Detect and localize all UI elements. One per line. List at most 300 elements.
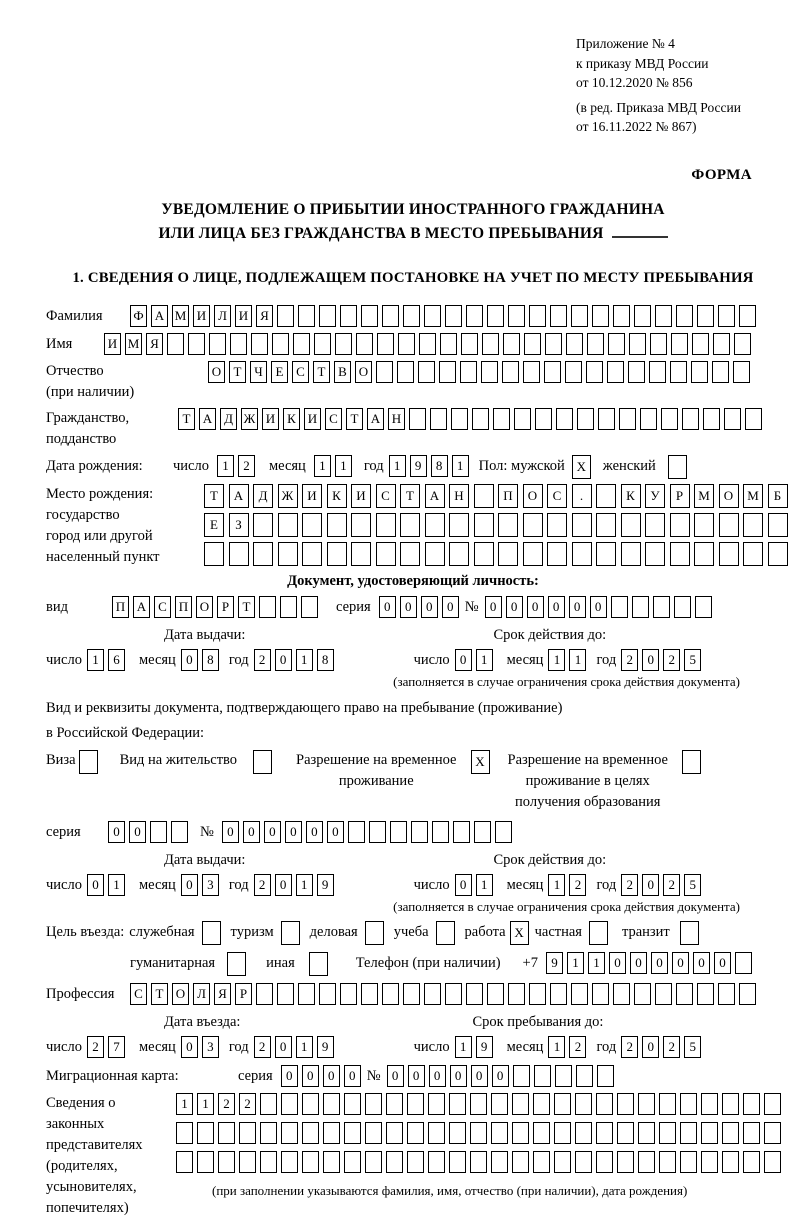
form-cell[interactable] [670, 361, 687, 383]
form-cell[interactable]: 0 [527, 596, 544, 618]
form-cell[interactable] [376, 542, 396, 566]
form-cell[interactable] [472, 408, 489, 430]
form-cell[interactable]: 2 [254, 649, 271, 671]
form-cell[interactable]: 2 [569, 874, 586, 896]
form-cell[interactable] [617, 1122, 634, 1144]
form-cell[interactable] [498, 542, 518, 566]
form-cell[interactable] [376, 361, 393, 383]
form-cell[interactable]: А [425, 484, 445, 508]
form-cell[interactable] [411, 821, 428, 843]
resid-number-field[interactable] [222, 821, 516, 843]
form-cell[interactable]: О [355, 361, 372, 383]
form-cell[interactable] [278, 513, 298, 537]
purpose-opt5-checkbox[interactable] [510, 921, 529, 945]
form-cell[interactable] [323, 1122, 340, 1144]
form-cell[interactable] [253, 513, 273, 537]
form-cell[interactable] [503, 333, 520, 355]
form-cell[interactable]: 0 [400, 596, 417, 618]
form-cell[interactable] [733, 361, 750, 383]
form-cell[interactable] [176, 1151, 193, 1173]
form-cell[interactable]: 8 [202, 649, 219, 671]
form-cell[interactable] [466, 983, 483, 1005]
form-cell[interactable]: 2 [218, 1093, 235, 1115]
form-cell[interactable] [453, 821, 470, 843]
id-expiry-year-field[interactable] [621, 649, 705, 671]
form-cell[interactable]: 0 [108, 821, 125, 843]
form-cell[interactable] [512, 1122, 529, 1144]
form-cell[interactable] [554, 1151, 571, 1173]
form-cell[interactable]: X [572, 455, 591, 479]
form-cell[interactable]: И [302, 484, 322, 508]
form-cell[interactable]: 3 [202, 1036, 219, 1058]
form-cell[interactable] [628, 361, 645, 383]
form-cell[interactable] [743, 1122, 760, 1144]
form-cell[interactable]: И [193, 305, 210, 327]
form-cell[interactable] [680, 1151, 697, 1173]
form-cell[interactable]: У [645, 484, 665, 508]
form-cell[interactable] [449, 1122, 466, 1144]
form-cell[interactable]: О [172, 983, 189, 1005]
form-cell[interactable] [400, 513, 420, 537]
form-cell[interactable] [571, 305, 588, 327]
form-cell[interactable] [739, 983, 756, 1005]
form-cell[interactable] [361, 983, 378, 1005]
form-cell[interactable]: 0 [421, 596, 438, 618]
form-cell[interactable] [592, 983, 609, 1005]
form-cell[interactable] [577, 408, 594, 430]
form-cell[interactable] [474, 513, 494, 537]
form-cell[interactable] [323, 1151, 340, 1173]
form-cell[interactable] [523, 361, 540, 383]
id-expiry-day-field[interactable] [455, 649, 497, 671]
form-cell[interactable] [302, 1122, 319, 1144]
form-cell[interactable] [719, 542, 739, 566]
form-cell[interactable]: 1 [176, 1093, 193, 1115]
form-cell[interactable] [629, 333, 646, 355]
form-cell[interactable] [419, 333, 436, 355]
form-cell[interactable] [592, 305, 609, 327]
form-cell[interactable]: П [175, 596, 192, 618]
form-cell[interactable] [634, 983, 651, 1005]
form-cell[interactable]: X [471, 750, 490, 774]
form-cell[interactable] [428, 1151, 445, 1173]
form-cell[interactable] [692, 333, 709, 355]
form-cell[interactable]: 8 [317, 649, 334, 671]
form-cell[interactable] [398, 333, 415, 355]
form-cell[interactable] [340, 305, 357, 327]
form-cell[interactable] [407, 1151, 424, 1173]
form-cell[interactable] [694, 513, 714, 537]
form-cell[interactable] [493, 408, 510, 430]
form-cell[interactable] [340, 983, 357, 1005]
form-cell[interactable] [596, 1093, 613, 1115]
form-cell[interactable]: О [196, 596, 213, 618]
resid-issue-month-field[interactable] [181, 874, 223, 896]
form-cell[interactable] [365, 1093, 382, 1115]
form-cell[interactable]: 0 [693, 952, 710, 974]
form-cell[interactable]: 0 [379, 596, 396, 618]
form-cell[interactable] [445, 305, 462, 327]
form-cell[interactable] [596, 513, 616, 537]
form-cell[interactable]: 0 [506, 596, 523, 618]
form-cell[interactable] [188, 333, 205, 355]
form-cell[interactable] [502, 361, 519, 383]
form-cell[interactable] [361, 305, 378, 327]
form-cell[interactable] [512, 1151, 529, 1173]
form-cell[interactable] [529, 305, 546, 327]
form-cell[interactable] [298, 305, 315, 327]
form-cell[interactable] [418, 361, 435, 383]
form-cell[interactable] [589, 921, 608, 945]
patronymic-field[interactable] [208, 361, 754, 383]
form-cell[interactable] [575, 1151, 592, 1173]
form-cell[interactable] [482, 333, 499, 355]
form-cell[interactable]: 0 [651, 952, 668, 974]
form-cell[interactable]: 0 [87, 874, 104, 896]
form-cell[interactable] [722, 1122, 739, 1144]
form-cell[interactable] [544, 361, 561, 383]
entry-month-field[interactable] [181, 1036, 223, 1058]
form-cell[interactable]: 1 [567, 952, 584, 974]
form-cell[interactable]: Н [388, 408, 405, 430]
form-cell[interactable]: 0 [281, 1065, 298, 1087]
form-cell[interactable] [701, 1093, 718, 1115]
form-cell[interactable] [319, 983, 336, 1005]
form-cell[interactable]: 1 [588, 952, 605, 974]
form-cell[interactable]: С [547, 484, 567, 508]
birth-month-field[interactable] [314, 455, 356, 477]
form-cell[interactable]: 0 [275, 874, 292, 896]
form-cell[interactable] [572, 513, 592, 537]
form-cell[interactable] [645, 513, 665, 537]
form-cell[interactable] [659, 1122, 676, 1144]
form-cell[interactable] [301, 596, 318, 618]
birthplace-row3-field[interactable] [204, 542, 792, 566]
form-cell[interactable]: Т [151, 983, 168, 1005]
form-cell[interactable]: К [621, 484, 641, 508]
form-cell[interactable] [281, 1151, 298, 1173]
form-cell[interactable] [719, 513, 739, 537]
id-doc-number-field[interactable] [485, 596, 716, 618]
form-cell[interactable] [302, 1093, 319, 1115]
form-cell[interactable]: 1 [569, 649, 586, 671]
form-cell[interactable] [449, 1151, 466, 1173]
form-cell[interactable] [470, 1151, 487, 1173]
form-cell[interactable]: 1 [217, 455, 234, 477]
form-cell[interactable]: Д [220, 408, 237, 430]
form-cell[interactable] [680, 1122, 697, 1144]
purpose-opt7-checkbox[interactable] [680, 921, 699, 945]
form-cell[interactable] [365, 1151, 382, 1173]
form-cell[interactable]: 1 [476, 649, 493, 671]
form-cell[interactable]: 2 [254, 1036, 271, 1058]
form-cell[interactable] [425, 542, 445, 566]
form-cell[interactable] [724, 408, 741, 430]
form-cell[interactable] [586, 361, 603, 383]
form-cell[interactable]: 0 [442, 596, 459, 618]
form-cell[interactable]: Е [271, 361, 288, 383]
form-cell[interactable] [302, 513, 322, 537]
form-cell[interactable]: М [694, 484, 714, 508]
form-cell[interactable]: 0 [642, 649, 659, 671]
form-cell[interactable] [694, 542, 714, 566]
form-cell[interactable]: 0 [387, 1065, 404, 1087]
form-cell[interactable]: 1 [476, 874, 493, 896]
birth-day-field[interactable] [217, 455, 259, 477]
form-cell[interactable] [668, 455, 687, 479]
form-cell[interactable] [655, 305, 672, 327]
form-cell[interactable]: 0 [630, 952, 647, 974]
form-cell[interactable]: 0 [492, 1065, 509, 1087]
form-cell[interactable] [390, 821, 407, 843]
form-cell[interactable] [680, 921, 699, 945]
form-cell[interactable] [474, 484, 494, 508]
form-cell[interactable]: 0 [181, 874, 198, 896]
form-cell[interactable] [470, 1122, 487, 1144]
visa-checkbox[interactable] [79, 750, 98, 774]
form-cell[interactable]: 2 [569, 1036, 586, 1058]
form-cell[interactable] [280, 596, 297, 618]
form-cell[interactable] [722, 1151, 739, 1173]
form-cell[interactable] [277, 305, 294, 327]
form-cell[interactable]: Р [670, 484, 690, 508]
form-cell[interactable]: 5 [684, 874, 701, 896]
form-cell[interactable]: Ж [278, 484, 298, 508]
form-cell[interactable]: 0 [450, 1065, 467, 1087]
form-cell[interactable] [535, 408, 552, 430]
form-cell[interactable] [481, 361, 498, 383]
form-cell[interactable]: 2 [254, 874, 271, 896]
form-cell[interactable]: 0 [714, 952, 731, 974]
form-cell[interactable] [743, 1151, 760, 1173]
form-cell[interactable] [703, 408, 720, 430]
sex-female-checkbox[interactable] [668, 455, 687, 479]
form-cell[interactable] [638, 1093, 655, 1115]
form-cell[interactable] [449, 542, 469, 566]
form-cell[interactable] [565, 361, 582, 383]
form-cell[interactable]: А [151, 305, 168, 327]
form-cell[interactable] [513, 1065, 530, 1087]
form-cell[interactable] [239, 1122, 256, 1144]
form-cell[interactable] [197, 1122, 214, 1144]
form-cell[interactable] [695, 596, 712, 618]
form-cell[interactable] [272, 333, 289, 355]
form-cell[interactable]: 2 [87, 1036, 104, 1058]
form-cell[interactable] [487, 983, 504, 1005]
form-cell[interactable]: Р [235, 983, 252, 1005]
form-cell[interactable]: 0 [275, 1036, 292, 1058]
form-cell[interactable]: 1 [548, 1036, 565, 1058]
form-cell[interactable] [281, 1093, 298, 1115]
purpose-opt2-checkbox[interactable] [281, 921, 300, 945]
form-cell[interactable]: 1 [335, 455, 352, 477]
form-cell[interactable]: В [334, 361, 351, 383]
form-cell[interactable]: И [351, 484, 371, 508]
form-cell[interactable]: 0 [302, 1065, 319, 1087]
form-cell[interactable] [495, 821, 512, 843]
form-cell[interactable] [432, 821, 449, 843]
form-cell[interactable] [351, 542, 371, 566]
form-cell[interactable] [498, 513, 518, 537]
form-cell[interactable] [701, 1151, 718, 1173]
form-cell[interactable] [298, 983, 315, 1005]
form-cell[interactable] [575, 1093, 592, 1115]
id-issue-month-field[interactable] [181, 649, 223, 671]
form-cell[interactable] [670, 542, 690, 566]
temp-residence-edu-checkbox[interactable] [682, 750, 701, 774]
form-cell[interactable] [351, 513, 371, 537]
form-cell[interactable]: 2 [239, 1093, 256, 1115]
form-cell[interactable] [645, 542, 665, 566]
birthplace-row2-field[interactable] [204, 513, 792, 537]
form-cell[interactable] [676, 983, 693, 1005]
form-cell[interactable]: П [498, 484, 518, 508]
resid-issue-day-field[interactable] [87, 874, 129, 896]
form-cell[interactable]: 3 [202, 874, 219, 896]
form-cell[interactable]: 1 [296, 649, 313, 671]
form-cell[interactable]: 5 [684, 649, 701, 671]
form-cell[interactable] [407, 1093, 424, 1115]
form-cell[interactable] [260, 1151, 277, 1173]
sex-male-checkbox[interactable] [572, 455, 591, 479]
form-cell[interactable] [260, 1093, 277, 1115]
form-cell[interactable] [424, 983, 441, 1005]
form-cell[interactable]: Т [346, 408, 363, 430]
form-cell[interactable] [466, 305, 483, 327]
form-cell[interactable]: 0 [222, 821, 239, 843]
form-cell[interactable]: А [229, 484, 249, 508]
form-cell[interactable]: 0 [306, 821, 323, 843]
resid-series-field[interactable] [108, 821, 192, 843]
form-cell[interactable]: 0 [129, 821, 146, 843]
form-cell[interactable] [554, 1122, 571, 1144]
form-cell[interactable] [743, 513, 763, 537]
form-cell[interactable]: Ч [250, 361, 267, 383]
form-cell[interactable] [712, 361, 729, 383]
form-cell[interactable]: 0 [181, 649, 198, 671]
form-cell[interactable]: 0 [642, 1036, 659, 1058]
form-cell[interactable] [587, 333, 604, 355]
form-cell[interactable] [572, 542, 592, 566]
form-cell[interactable]: 2 [621, 1036, 638, 1058]
form-cell[interactable]: 0 [264, 821, 281, 843]
form-cell[interactable] [440, 333, 457, 355]
form-cell[interactable] [674, 596, 691, 618]
form-cell[interactable] [400, 542, 420, 566]
form-cell[interactable] [653, 596, 670, 618]
form-cell[interactable]: 0 [243, 821, 260, 843]
form-cell[interactable]: И [262, 408, 279, 430]
form-cell[interactable] [697, 983, 714, 1005]
surname-field[interactable] [130, 305, 760, 327]
form-cell[interactable]: Д [253, 484, 273, 508]
form-cell[interactable] [344, 1093, 361, 1115]
form-cell[interactable] [649, 361, 666, 383]
form-cell[interactable]: 1 [296, 874, 313, 896]
form-cell[interactable]: П [112, 596, 129, 618]
form-cell[interactable]: Я [214, 983, 231, 1005]
form-cell[interactable]: 9 [317, 1036, 334, 1058]
id-doc-series-field[interactable] [379, 596, 463, 618]
form-cell[interactable] [403, 305, 420, 327]
form-cell[interactable]: 2 [663, 649, 680, 671]
form-cell[interactable] [327, 542, 347, 566]
form-cell[interactable]: А [367, 408, 384, 430]
form-cell[interactable] [768, 513, 788, 537]
form-cell[interactable] [323, 1093, 340, 1115]
form-cell[interactable] [430, 408, 447, 430]
form-cell[interactable] [576, 1065, 593, 1087]
form-cell[interactable] [302, 1151, 319, 1173]
form-cell[interactable]: 0 [485, 596, 502, 618]
form-cell[interactable]: Ф [130, 305, 147, 327]
form-cell[interactable]: 5 [684, 1036, 701, 1058]
form-cell[interactable] [550, 305, 567, 327]
form-cell[interactable]: С [154, 596, 171, 618]
form-cell[interactable]: 2 [621, 874, 638, 896]
form-cell[interactable] [682, 750, 701, 774]
form-cell[interactable]: 1 [389, 455, 406, 477]
form-cell[interactable] [377, 333, 394, 355]
form-cell[interactable]: 9 [317, 874, 334, 896]
form-cell[interactable] [617, 1151, 634, 1173]
form-cell[interactable] [79, 750, 98, 774]
form-cell[interactable]: О [208, 361, 225, 383]
purpose-opt3-checkbox[interactable] [365, 921, 384, 945]
form-cell[interactable]: С [376, 484, 396, 508]
form-cell[interactable] [386, 1122, 403, 1144]
form-cell[interactable] [598, 408, 615, 430]
form-cell[interactable]: 1 [314, 455, 331, 477]
form-cell[interactable]: Я [256, 305, 273, 327]
form-cell[interactable] [150, 821, 167, 843]
form-cell[interactable]: 0 [275, 649, 292, 671]
form-cell[interactable] [407, 1122, 424, 1144]
form-cell[interactable]: 0 [455, 649, 472, 671]
form-cell[interactable] [697, 305, 714, 327]
entry-day-field[interactable] [87, 1036, 129, 1058]
form-cell[interactable] [348, 821, 365, 843]
form-cell[interactable] [534, 1065, 551, 1087]
form-cell[interactable] [508, 983, 525, 1005]
form-cell[interactable]: Л [214, 305, 231, 327]
form-cell[interactable]: 0 [471, 1065, 488, 1087]
form-cell[interactable] [523, 513, 543, 537]
form-cell[interactable]: А [133, 596, 150, 618]
form-cell[interactable] [617, 1093, 634, 1115]
form-cell[interactable] [424, 305, 441, 327]
form-cell[interactable] [474, 542, 494, 566]
form-cell[interactable] [512, 1093, 529, 1115]
form-cell[interactable] [613, 305, 630, 327]
form-cell[interactable] [445, 983, 462, 1005]
form-cell[interactable] [596, 484, 616, 508]
form-cell[interactable] [382, 305, 399, 327]
permit-checkbox[interactable] [253, 750, 272, 774]
form-cell[interactable] [386, 1151, 403, 1173]
id-expiry-month-field[interactable] [548, 649, 590, 671]
form-cell[interactable]: 0 [429, 1065, 446, 1087]
form-cell[interactable] [376, 513, 396, 537]
form-cell[interactable]: 0 [548, 596, 565, 618]
form-cell[interactable] [356, 333, 373, 355]
form-cell[interactable]: Т [313, 361, 330, 383]
form-cell[interactable]: Т [400, 484, 420, 508]
form-cell[interactable] [743, 1093, 760, 1115]
form-cell[interactable] [676, 305, 693, 327]
form-cell[interactable] [655, 983, 672, 1005]
form-cell[interactable] [764, 1151, 781, 1173]
